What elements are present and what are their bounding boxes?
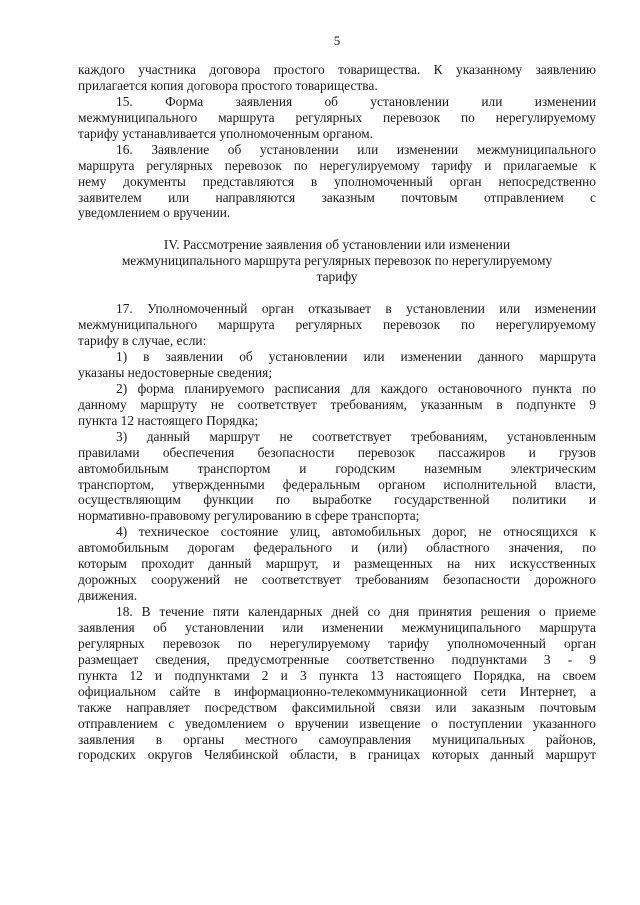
text-line: также направляет посредством факсимильной связи или заказным почтовым: [78, 699, 596, 715]
page-number: 5: [333, 33, 341, 48]
text-line: автомобильным дорогам федерального и (или) областного значения, по: [78, 540, 596, 556]
text-line: нему документы представляются в уполномоченный орган непосредственно: [78, 173, 596, 189]
text-line: прилагается копия договора простого товарищества.: [78, 77, 378, 93]
text-line: межмуниципального маршрута регулярных перевозок по нерегулируемому: [78, 109, 596, 125]
text-line: 3) данный маршрут не соответствует требованиям, установленным: [116, 428, 596, 444]
text-line: тарифу в случае, если:: [78, 333, 207, 349]
text-line: регулярных перевозок по нерегулируемому тарифу уполномоченный орган: [78, 635, 596, 651]
text-line: тарифу устанавливается уполномоченным органом.: [78, 125, 373, 141]
text-line: автомобильным транспортом и городским наземным электрическим: [78, 460, 596, 476]
text-line: межмуниципального маршрута регулярных перевозок по нерегулируемому: [78, 317, 596, 333]
text-line: указаны недостоверные сведения;: [78, 364, 273, 380]
heading-line: тарифу: [316, 269, 358, 285]
paragraphs-section-4: [78, 301, 596, 763]
text-line: 4) техническое состояние улиц, автомобильных дорог, не относящихся к: [116, 524, 596, 540]
text-line: 18. В течение пяти календарных дней со дня принятия решения о приеме: [116, 604, 596, 619]
text-line: 2) форма планируемого расписания для каждого остановочного пункта по: [116, 380, 596, 396]
text-line: 16. Заявление об установлении или изменении межмуниципального: [116, 141, 596, 157]
text-line: заявления об установлении или изменении межмуниципального маршрута: [78, 619, 596, 635]
text-line: уведомлением о вручении.: [78, 205, 231, 221]
text-line: движения.: [78, 588, 138, 604]
heading-line: межмуниципального маршрута регулярных перевозок по нерегулируемому: [121, 253, 553, 269]
text-line: городских округов Челябинской области, в границах которых данный маршрут: [78, 747, 596, 763]
document-body: [78, 62, 596, 763]
text-line: каждого участника договора простого товарищества. К указанному заявлению: [78, 62, 596, 77]
text-line: нормативно-правовому регулированию в сфере транспорта;: [78, 508, 420, 524]
text-line: 17. Уполномоченный орган отказывает в установлении или изменении: [116, 301, 596, 317]
paragraphs-section-3: [78, 62, 596, 221]
text-line: данному маршруту не соответствует требованиям, указанным в подпункте 9: [78, 396, 596, 412]
text-line: отправлением с уведомлением о вручении извещение о поступлении указанного: [78, 715, 596, 731]
text-line: пункта 12 и подпунктами 2 и 3 пункта 13 настоящего Порядка, на своем: [78, 667, 596, 683]
text-line: размещает сведения, предусмотренные соответственно подпунктами 3 - 9: [78, 651, 596, 667]
text-line: 1) в заявлении об установлении или изменении данного маршрута: [116, 349, 596, 364]
text-line: заявления в органы местного самоуправления муниципальных районов,: [78, 731, 596, 747]
text-line: осуществляющим функции по выработке государственной политики и: [78, 492, 596, 508]
text-line: заявителем или направляются заказным почтовым отправлением с: [78, 189, 596, 205]
text-line: транспортом, утвержденными федеральным органом исполнительной власти,: [78, 476, 596, 492]
text-line: правилами обеспечения безопасности перевозок пассажиров и грузов: [78, 444, 596, 460]
text-line: дорожных сооружений не соответствует требованиям безопасности дорожного: [78, 572, 596, 588]
heading-line: IV. Рассмотрение заявления об установлении или изменении: [163, 237, 511, 253]
text-line: официальном сайте в информационно-телекоммуникационной сети Интернет, а: [78, 683, 596, 699]
text-line: которым проходит данный маршрут, и размещенных на них искусственных: [78, 556, 596, 572]
text-line: 15. Форма заявления об установлении или изменении: [116, 93, 596, 109]
section-heading-iv: [78, 237, 596, 285]
text-line: маршрута регулярных перевозок по нерегулируемому тарифу и прилагаемые к: [78, 157, 596, 173]
text-line: пункта 12 настоящего Порядка;: [78, 412, 259, 428]
